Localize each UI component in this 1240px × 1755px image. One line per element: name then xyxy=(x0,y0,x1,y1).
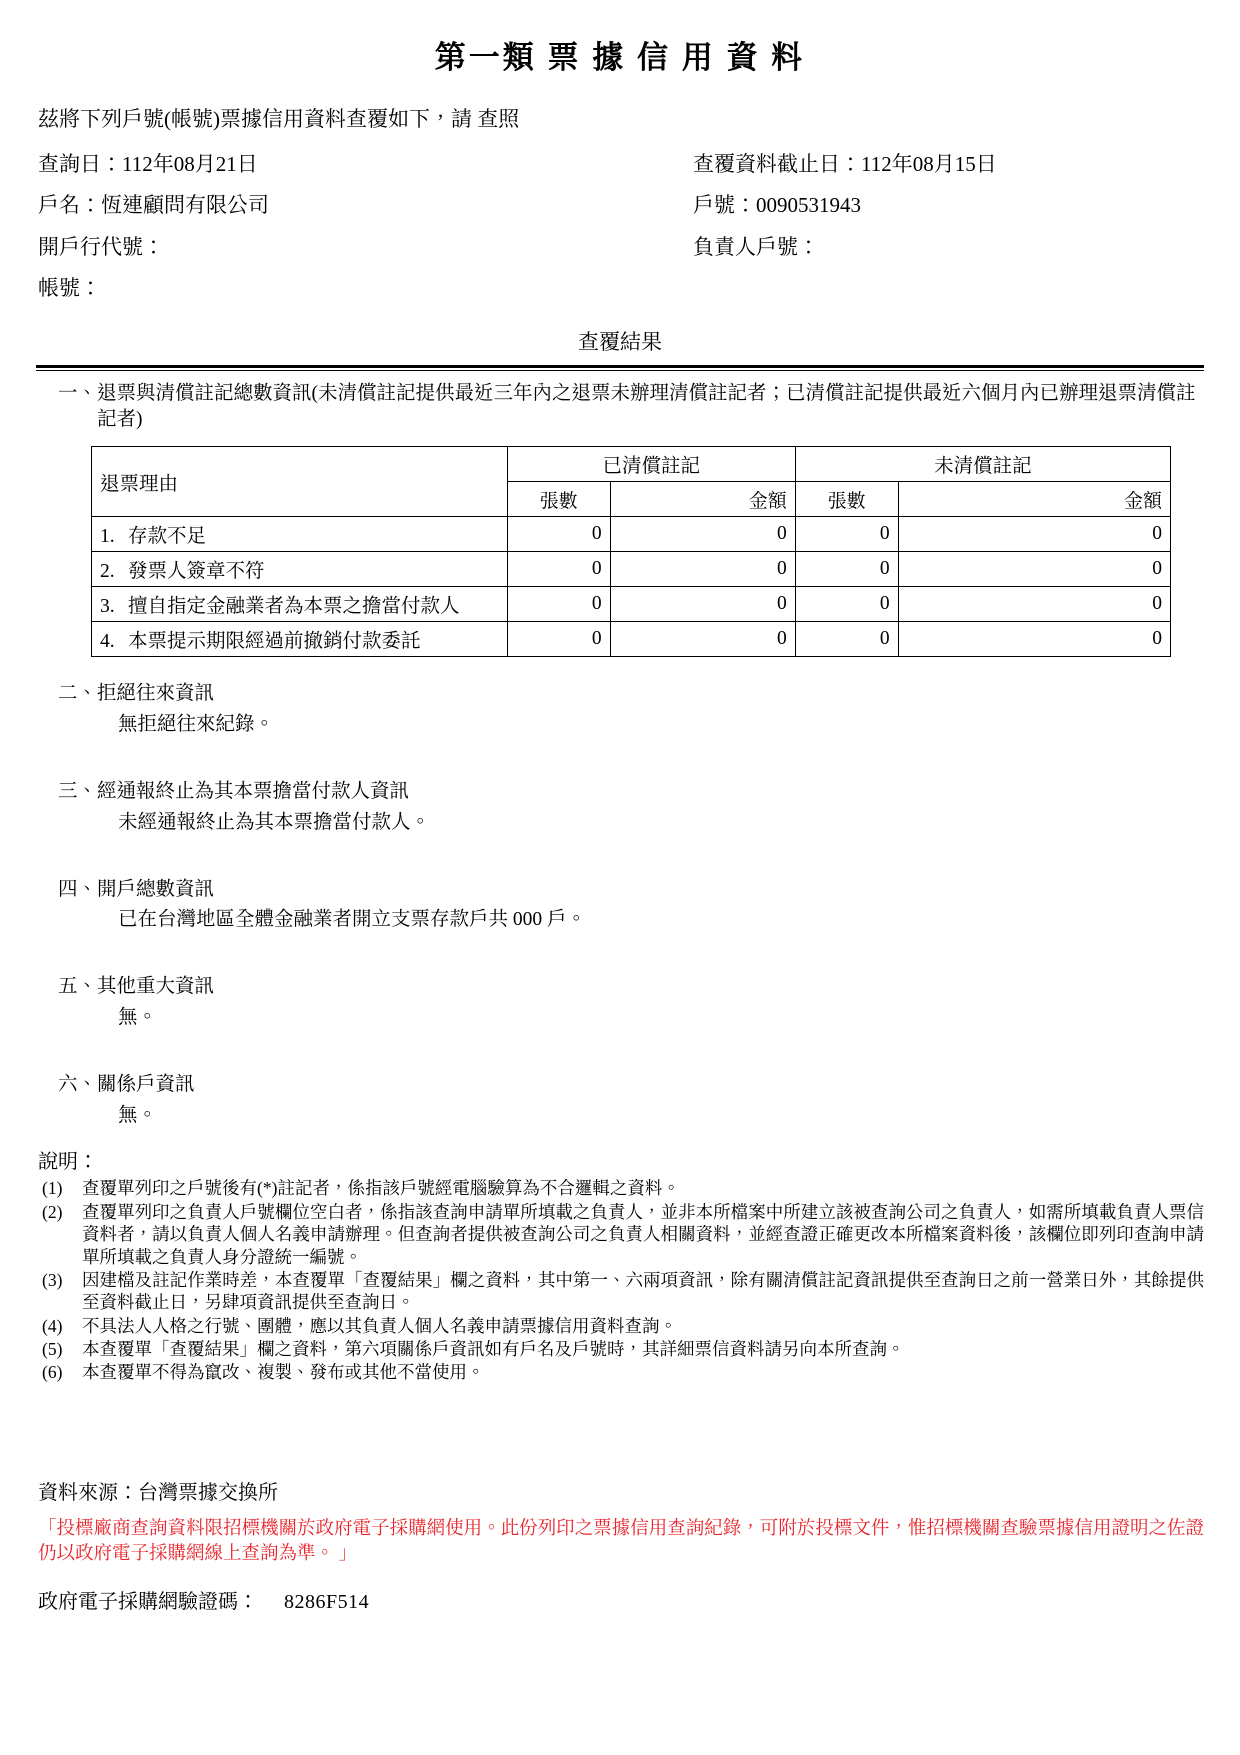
cell-unsettled-amount: 0 xyxy=(898,587,1170,622)
verification-code-value: 8286F514 xyxy=(284,1590,370,1613)
note-text: 不具法人人格之行號、團體，應以其負責人個人名義申請票據信用資料查詢。 xyxy=(82,1315,677,1336)
verification-code-label: 政府電子採購網驗證碼： xyxy=(38,1590,258,1613)
note-text: 因建檔及註記作業時差，本查覆單「查覆結果」欄之資料，其中第一、六兩項資訊，除有關清償註記資訊提供至查詢日之前一營業日外，其餘提供至資料截止日，另肆項資訊提供至查詢日。 xyxy=(82,1269,1204,1313)
list-item xyxy=(42,1315,1204,1337)
section-3-title-text: 經通報終止為其本票擔當付款人資訊 xyxy=(97,780,410,802)
list-item xyxy=(42,1338,1204,1360)
table-row xyxy=(92,552,1171,587)
section-6-number: 六、 xyxy=(58,1073,98,1095)
section-account-total-info xyxy=(36,877,1204,935)
cell-unsettled-amount: 0 xyxy=(898,552,1170,587)
notes-list xyxy=(42,1177,1204,1384)
cutoff-date-label: 查覆資料截止日： xyxy=(693,151,861,176)
section-6-title xyxy=(58,1072,1204,1099)
account-number-value: 0090531943 xyxy=(756,193,861,218)
result-heading: 查覆結果 xyxy=(578,329,662,354)
bank-code-label: 開戶行代號： xyxy=(38,234,164,259)
query-date-field xyxy=(38,149,693,179)
bounce-table-wrap xyxy=(91,446,1171,657)
query-date-value: 112年08月21日 xyxy=(122,151,258,176)
list-item xyxy=(42,1269,1204,1314)
cell-reason xyxy=(92,587,508,622)
cell-settled-count: 0 xyxy=(507,517,610,552)
section-2-title-text: 拒絕往來資訊 xyxy=(97,683,215,705)
table-row xyxy=(92,622,1171,657)
cell-unsettled-count: 0 xyxy=(795,622,898,657)
spacer xyxy=(36,1036,1204,1072)
cell-reason xyxy=(92,552,508,587)
section-3-body: 未經通報終止為其本票擔當付款人。 xyxy=(118,811,431,833)
col-settled-amount: 金額 xyxy=(610,482,795,517)
row-index: 3. xyxy=(100,596,115,618)
cell-settled-amount: 0 xyxy=(610,587,795,622)
note-marker: (2) xyxy=(42,1201,63,1222)
col-unsettled-amount: 金額 xyxy=(898,482,1170,517)
cell-unsettled-amount: 0 xyxy=(898,517,1170,552)
table-row xyxy=(92,587,1171,622)
section-4-title xyxy=(58,877,1204,904)
page-title: 第一類 票 據 信 用 資 料 xyxy=(434,40,806,75)
account-name-field xyxy=(38,190,693,220)
section-4-number: 四、 xyxy=(58,878,98,900)
note-text: 本查覆單不得為竄改、複製、發布或其他不當使用。 xyxy=(82,1362,485,1383)
section-4-title-text: 開戶總數資訊 xyxy=(97,878,215,900)
account-meta xyxy=(38,149,1204,304)
section-4-body: 已在台灣地區全體金融業者開立支票存款戶共 000 戶。 xyxy=(118,909,587,931)
note-text: 查覆單列印之戶號後有(*)註記者，係指該戶號經電腦驗算為不合邏輯之資料。 xyxy=(82,1178,680,1199)
owner-number-field xyxy=(693,232,1204,262)
section-5-number: 五、 xyxy=(58,976,98,998)
account-number-label: 戶號： xyxy=(693,193,756,218)
cell-settled-amount: 0 xyxy=(610,517,795,552)
section-5-title-text: 其他重大資訊 xyxy=(97,976,215,998)
procurement-warning-text: 「投標廠商查詢資料限招標機關於政府電子採購網使用。此份列印之票據信用查詢紀錄，可附於投標文件，惟招標機關查驗票據信用證明之佐證仍以政府電子採購網線上查詢為準。 」 xyxy=(38,1518,1204,1564)
bounce-summary-table xyxy=(91,446,1171,657)
intro-text: 茲將下列戶號(帳號)票據信用資料查覆如下，請 查照 xyxy=(38,107,520,132)
verification-code-line xyxy=(38,1585,1204,1614)
bounce-table-body xyxy=(92,517,1171,657)
note-marker: (6) xyxy=(42,1362,63,1383)
table-row xyxy=(92,517,1171,552)
col-reason: 退票理由 xyxy=(92,447,508,517)
cell-unsettled-count: 0 xyxy=(795,552,898,587)
row-reason-text: 發票人簽章不符 xyxy=(128,561,265,583)
section-6-title-text: 關係戶資訊 xyxy=(97,1073,195,1095)
section-1-title xyxy=(58,381,1204,435)
deposit-account-label: 帳號： xyxy=(38,276,101,301)
section-divider xyxy=(36,365,1204,371)
col-settled-count: 張數 xyxy=(507,482,610,517)
cell-reason xyxy=(92,622,508,657)
section-5-body: 無。 xyxy=(118,1007,158,1029)
section-terminated-payer-info xyxy=(36,779,1204,837)
cell-settled-amount: 0 xyxy=(610,552,795,587)
spacer xyxy=(36,841,1204,877)
section-bounce-summary xyxy=(36,381,1204,658)
row-reason-text: 擅自指定金融業者為本票之擔當付款人 xyxy=(128,596,460,618)
spacer xyxy=(36,661,1204,681)
note-text: 本查覆單「查覆結果」欄之資料，第六項關係戶資訊如有戶名及戶號時，其詳細票信資料請另向本所查詢。 xyxy=(82,1339,905,1360)
col-group-unsettled: 未清償註記 xyxy=(795,447,1170,482)
section-2-title xyxy=(58,681,1204,708)
list-item xyxy=(42,1177,1204,1199)
account-name-value: 恆連顧問有限公司 xyxy=(101,193,269,218)
meta-spacer xyxy=(693,273,1204,303)
query-date-label: 查詢日： xyxy=(38,151,122,176)
cell-settled-count: 0 xyxy=(507,587,610,622)
spacer xyxy=(36,938,1204,974)
note-marker: (3) xyxy=(42,1269,63,1290)
section-2-number: 二、 xyxy=(58,683,98,705)
account-name-label: 戶名： xyxy=(38,193,101,218)
spacer xyxy=(36,743,1204,779)
section-6-body: 無。 xyxy=(118,1104,158,1126)
section-2-body: 無拒絕往來紀錄。 xyxy=(118,714,275,736)
cell-settled-count: 0 xyxy=(507,552,610,587)
table-header-row-groups xyxy=(92,447,1171,482)
cutoff-date-value: 112年08月15日 xyxy=(861,151,997,176)
section-3-title xyxy=(58,779,1204,806)
data-source-line: 資料來源：台灣票據交換所 xyxy=(38,1481,278,1504)
section-related-account-info xyxy=(36,1072,1204,1130)
cell-unsettled-count: 0 xyxy=(795,587,898,622)
row-index: 1. xyxy=(100,526,115,548)
section-1-title-text: 退票與清償註記總數資訊(未清償註記提供最近三年內之退票未辦理清償註記者；已清償註記提供最近六個月內已辦理退票清償註記者) xyxy=(97,382,1196,431)
bank-code-field xyxy=(38,232,693,262)
col-group-settled: 已清償註記 xyxy=(507,447,795,482)
deposit-account-field xyxy=(38,273,693,303)
col-unsettled-count: 張數 xyxy=(795,482,898,517)
section-other-major-info xyxy=(36,974,1204,1032)
row-index: 4. xyxy=(100,631,115,653)
row-index: 2. xyxy=(100,561,115,583)
footer xyxy=(36,1476,1204,1614)
cutoff-date-field xyxy=(693,149,1204,179)
cell-unsettled-amount: 0 xyxy=(898,622,1170,657)
list-item xyxy=(42,1361,1204,1383)
note-marker: (4) xyxy=(42,1315,63,1336)
row-reason-text: 存款不足 xyxy=(128,526,207,548)
section-refusal-info xyxy=(36,681,1204,739)
section-5-title xyxy=(58,974,1204,1001)
section-3-number: 三、 xyxy=(58,780,98,802)
note-marker: (5) xyxy=(42,1339,63,1360)
cell-reason xyxy=(92,517,508,552)
note-text: 查覆單列印之負責人戶號欄位空白者，係指該查詢申請單所填載之負責人，並非本所檔案中所建立該被查詢公司之負責人，如需所填載負責人票信資料者，請以負責人個人名義申請辦理。但查詢者提供被查詢公司之負責人相關資料，並經查證正確更改本所檔案資料後，該欄位即列印查詢申請單所填載之負責人身分證統一編號。 xyxy=(82,1201,1204,1267)
note-marker: (1) xyxy=(42,1178,63,1199)
section-1-number: 一、 xyxy=(58,382,98,404)
notes-title: 說明： xyxy=(38,1151,98,1174)
account-number-field xyxy=(693,190,1204,220)
cell-settled-count: 0 xyxy=(507,622,610,657)
owner-number-label: 負責人戶號： xyxy=(693,234,819,259)
cell-unsettled-count: 0 xyxy=(795,517,898,552)
cell-settled-amount: 0 xyxy=(610,622,795,657)
list-item xyxy=(42,1201,1204,1268)
row-reason-text: 本票提示期限經過前撤銷付款委託 xyxy=(128,631,421,653)
